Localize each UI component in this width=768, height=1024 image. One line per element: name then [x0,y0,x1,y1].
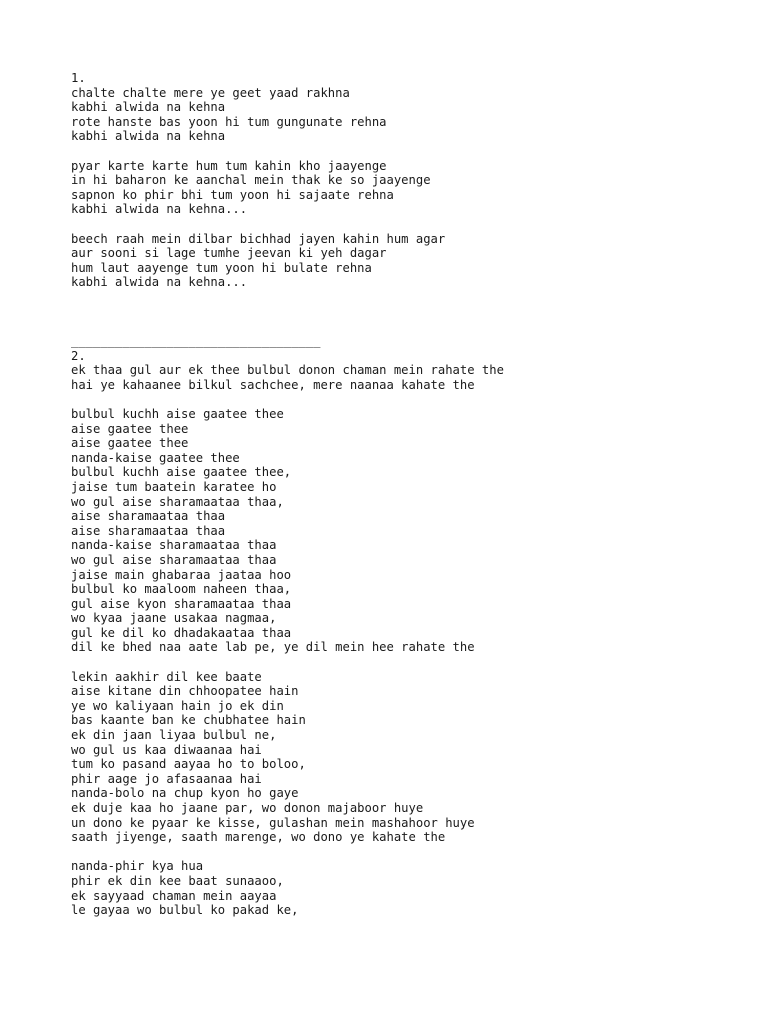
lyric-line: aise gaatee thee [71,436,189,451]
lyric-line: bas kaante ban ke chubhatee hain [71,713,306,728]
lyric-line: nanda-phir kya hua [71,859,204,874]
lyric-line: jaise tum baatein karatee ho [71,479,277,494]
lyric-line: wo kyaa jaane usakaa nagmaa, [71,611,277,626]
lyric-line: jaise main ghabaraa jaataa hoo [71,567,292,582]
lyric-line: in hi baharon ke aanchal mein thak ke so jaayenge [71,173,431,188]
lyric-line: ek din jaan liyaa bulbul ne, [71,728,277,743]
lyric-line: aise sharamaataa thaa [71,509,226,524]
lyric-line: nanda-kaise gaatee thee [71,450,240,465]
lyric-line: kabhi alwida na kehna... [71,202,248,217]
lyric-line: ek thaa gul aur ek thee bulbul donon chaman mein rahate the [71,363,504,378]
lyric-line [71,845,504,860]
lyric-line: bulbul kuchh aise gaatee thee, [71,465,292,480]
lyric-line [71,144,445,159]
lyric-line: tum ko pasand aayaa ho to boloo, [71,757,306,772]
lyric-line: ek sayyaad chaman mein aayaa [71,888,277,903]
song-2-lyrics [71,334,504,918]
lyric-line [71,392,504,407]
lyric-line: aise sharamaataa thaa [71,523,226,538]
lyric-line: nanda-bolo na chup kyon ho gaye [71,786,299,801]
lyric-line: wo gul us kaa diwaanaa hai [71,742,262,757]
lyric-line: aise gaatee thee [71,421,189,436]
lyric-line: dil ke bhed naa aate lab pe, ye dil mein hee rahate the [71,640,475,655]
lyric-line: aise kitane din chhoopatee hain [71,684,299,699]
lyric-line: phir ek din kee baat sunaaoo, [71,873,284,888]
lyric-line: chalte chalte mere ye geet yaad rakhna [71,85,350,100]
lyric-line [71,217,445,232]
lyric-line: wo gul aise sharamaataa thaa [71,552,277,567]
lyric-line: le gayaa wo bulbul ko pakad ke, [71,903,299,918]
lyric-line: pyar karte karte hum tum kahin kho jaayenge [71,158,387,173]
lyric-line [71,655,504,670]
lyric-line: lekin aakhir dil kee baate [71,669,262,684]
lyric-line: rote hanste bas yoon hi tum gungunate rehna [71,114,387,129]
lyric-line: hum laut aayenge tum yoon hi bulate rehna [71,260,372,275]
lyric-line: 1. [71,71,86,85]
lyric-line: wo gul aise sharamaataa thaa, [71,494,284,509]
lyric-line: un dono ke pyaar ke kisse, gulashan mein mashahoor huye [71,815,475,830]
lyric-line: kabhi alwida na kehna... [71,275,248,290]
lyric-line: hai ye kahaanee bilkul sachchee, mere naanaa kahate the [71,377,475,392]
lyric-line: aur sooni si lage tumhe jeevan ki yeh dagar [71,246,387,261]
lyric-line: kabhi alwida na kehna [71,100,226,115]
lyric-line: ek duje kaa ho jaane par, wo donon majaboor huye [71,801,424,815]
lyric-line: 2. [71,348,86,363]
lyric-line: kabhi alwida na kehna [71,129,226,144]
lyric-line: gul ke dil ko dhadakaataa thaa [71,625,292,640]
lyric-line: bulbul ko maaloom naheen thaa, [71,582,292,597]
lyric-line: __________________________________ [71,334,321,348]
lyric-line: sapnon ko phir bhi tum yoon hi sajaate rehna [71,187,394,202]
lyric-line: beech raah mein dilbar bichhad jayen kahin hum agar [71,231,446,246]
lyric-line: saath jiyenge, saath marenge, wo dono ye kahate the [71,830,446,845]
lyric-line: bulbul kuchh aise gaatee thee [71,406,284,421]
song-1-lyrics [71,71,445,290]
lyric-line: gul aise kyon sharamaataa thaa [71,596,292,611]
lyric-line: phir aage jo afasaanaa hai [71,771,262,786]
lyric-line: ye wo kaliyaan hain jo ek din [71,698,284,713]
lyric-line: nanda-kaise sharamaataa thaa [71,538,277,553]
